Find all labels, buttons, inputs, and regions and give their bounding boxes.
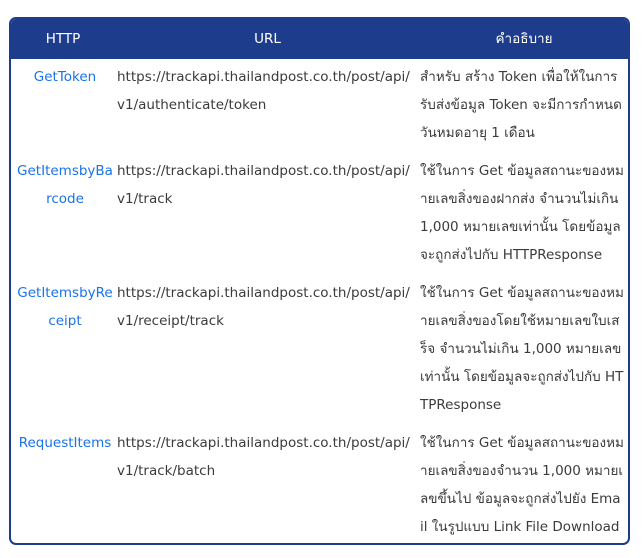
table-header-row [11, 19, 628, 59]
table-row-requestitems [11, 429, 628, 541]
header-url: URL [254, 31, 281, 47]
header-description: คำอธิบาย [495, 31, 553, 47]
http-method-link[interactable]: RequestItems [18, 435, 112, 451]
api-endpoints-table [9, 17, 630, 545]
endpoint-description: สำหรับ สร้าง Token เพื่อให้ในการรับส่งข้อมูล Token จะมีการกำหนดวันหมดอายุ 1 เดือน [420, 69, 622, 141]
endpoint-url: https://trackapi.thailandpost.co.th/post/api/v1/receipt/track [117, 285, 410, 329]
endpoint-url: https://trackapi.thailandpost.co.th/post/api/v1/track/batch [117, 435, 410, 479]
table-row-getitemsbyreceipt [11, 279, 628, 429]
endpoint-url: https://trackapi.thailandpost.co.th/post/api/v1/track [117, 163, 410, 207]
endpoint-description: ใช้ในการ Get ข้อมูลสถานะของหมายเลขสิ่งของฝากส่ง จำนวนไม่เกิน 1,000 หมายเลขเท่านั้น โดยข้อมูลจะถูกส่งไปกับ HTTPResponse [420, 163, 624, 263]
table-row-gettoken [11, 63, 628, 157]
http-method-link[interactable]: GetItemsbyBarcode [17, 163, 113, 207]
http-method-link[interactable]: GetItemsbyReceipt [17, 285, 113, 329]
endpoint-description: ใช้ในการ Get ข้อมูลสถานะของหมายเลขสิ่งของโดยใช้หมายเลขใบเสร็จ จำนวนไม่เกิน 1,000 หมายเลขเท่านั้น โดยข้อมูลจะถูกส่งไปกับ HTTPResponse [420, 285, 624, 413]
table-row-getitemsbybarcode [11, 157, 628, 279]
header-http: HTTP [45, 31, 81, 47]
endpoint-url: https://trackapi.thailandpost.co.th/post/api/v1/authenticate/token [117, 69, 410, 113]
endpoint-description: ใช้ในการ Get ข้อมูลสถานะของหมายเลขสิ่งของจำนวน 1,000 หมายเลขขึ้นไป ข้อมูลจะถูกส่งไปยัง Email ในรูปแบบ Link File Download [420, 435, 624, 535]
http-method-link[interactable]: GetToken [33, 69, 97, 85]
